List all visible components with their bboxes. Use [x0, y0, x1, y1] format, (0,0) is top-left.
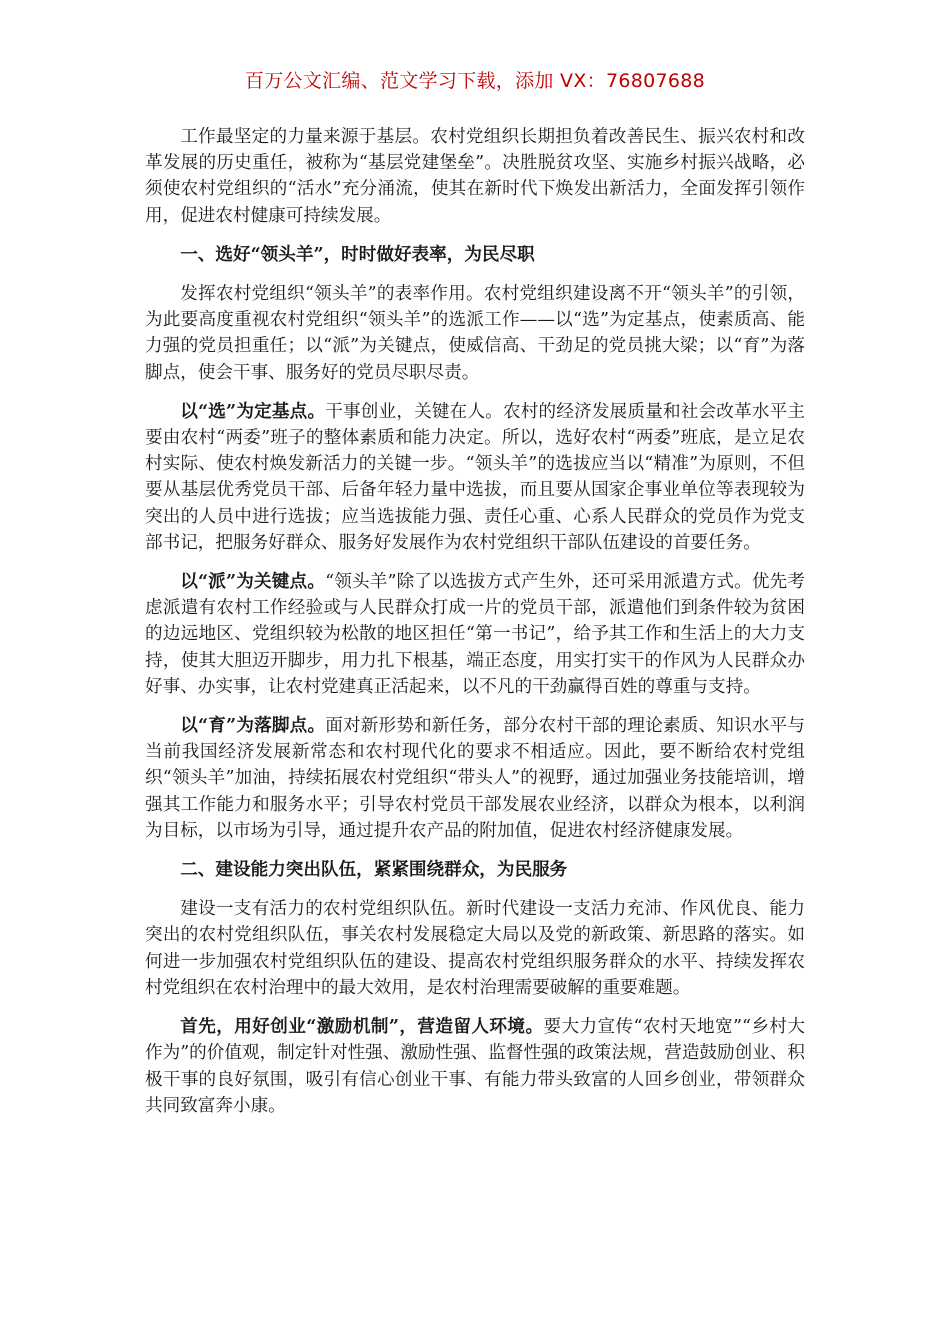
paragraph-lead: 以“育”为落脚点。 [180, 715, 326, 737]
paragraph-lead: 首先，用好创业“激励机制”，营造留人环境。 [180, 1016, 544, 1038]
paragraph-dispatch [145, 569, 805, 700]
paragraph-text: 工作最坚定的力量来源于基层。农村党组织长期担负着改善民生、振兴农村和改革发展的历史重任，被称为“基层党建堡垒”。决胜脱贫攻坚、实施乡村振兴战略，必须使农村党组织的“活水”充分涌流，使其在新时代下焕发出新活力，全面发挥引领作用，促进农村健康可持续发展。 [145, 127, 805, 226]
paragraph-section1-intro [145, 281, 805, 386]
paragraph-text: 建设一支有活力的农村党组织队伍。新时代建设一支活力充沛、作风优良、能力突出的农村党组织队伍，事关农村发展稳定大局以及党的新政策、新思路的落实。如何进一步加强农村党组织队伍的建设、提高农村党组织服务群众的水平、持续发挥农村党组织在农村治理中的最大效用，是农村治理需要破解的重要难题。 [145, 899, 805, 998]
paragraph-section2-intro [145, 896, 805, 1001]
paragraph-text: 发挥农村党组织“领头羊”的表率作用。农村党组织建设离不开“领头羊”的引领，为此要高度重视农村党组织“领头羊”的选派工作——以“选”为定基点，使素质高、能力强的党员担重任；以“派”为关键点，使威信高、干劲足的党员挑大梁；以“育”为落脚点，使会干事、服务好的党员尽职尽责。 [145, 284, 805, 383]
section-heading-1: 一、选好“领头羊”，时时做好表率，为民尽职 [180, 243, 535, 265]
paragraph-text: 干事创业，关键在人。农村的经济发展质量和社会改革水平主要由农村“两委”班子的整体素质和能力决定。所以，选好农村“两委”班底，是立足农村实际、使农村焕发新活力的关键一步。“领头羊”的选拔应当以“精准”为原则，不但要从基层优秀党员干部、后备年轻力量中选拔，而且要从国家企事业单位等表现较为突出的人员中进行选拔；应当选拔能力强、责任心重、心系人民群众的党员作为党支部书记，把服务好群众、服务好发展作为农村党组织干部队伍建设的首要任务。 [145, 401, 805, 553]
paragraph-text: “领头羊”除了以选拔方式产生外，还可采用派遣方式。优先考虑派遣有农村工作经验或与人民群众打成一片的党员干部，派遣他们到条件较为贫困的边远地区、党组织较为松散的地区担任“第一书记”，给予其工作和生活上的大力支持，使其大胆迈开脚步，用力扎下根基，端正态度，用实打实干的作风为人民群众办好事、办实事，让农村党建真正活起来，以不凡的干劲赢得百姓的尊重与支持。 [145, 572, 805, 697]
paragraph-text: 要大力宣传“农村天地宽”“乡村大作为”的价值观，制定针对性强、激励性强、监督性强的政策法规，营造鼓励创业、积极干事的良好氛围，吸引有信心创业干事、有能力带头致富的人回乡创业，带领群众共同致富奔小康。 [145, 1017, 805, 1116]
paragraph-lead: 以“派”为关键点。 [180, 571, 326, 593]
section-heading-2: 二、建设能力突出队伍，紧紧围绕群众，为民服务 [180, 859, 568, 881]
document-body [145, 124, 805, 1132]
paragraph-incentive [145, 1014, 805, 1119]
page-header-watermark: 百万公文汇编、范文学习下载，添加 VX：76807688 [244, 70, 706, 92]
paragraph-cultivate [145, 713, 805, 844]
paragraph-select [145, 399, 805, 556]
paragraph-text: 面对新形势和新任务，部分农村干部的理论素质、知识水平与当前我国经济发展新常态和农村现代化的要求不相适应。因此，要不断给农村党组织“领头羊”加油，持续拓展农村党组织“带头人”的视野，通过加强业务技能培训，增强其工作能力和服务水平；引导农村党员干部发展农业经济，以群众为根本，以利润为目标，以市场为引导，通过提升农产品的附加值，促进农村经济健康发展。 [145, 716, 805, 841]
paragraph-lead: 以“选”为定基点。 [180, 400, 326, 422]
paragraph-intro [145, 124, 805, 229]
